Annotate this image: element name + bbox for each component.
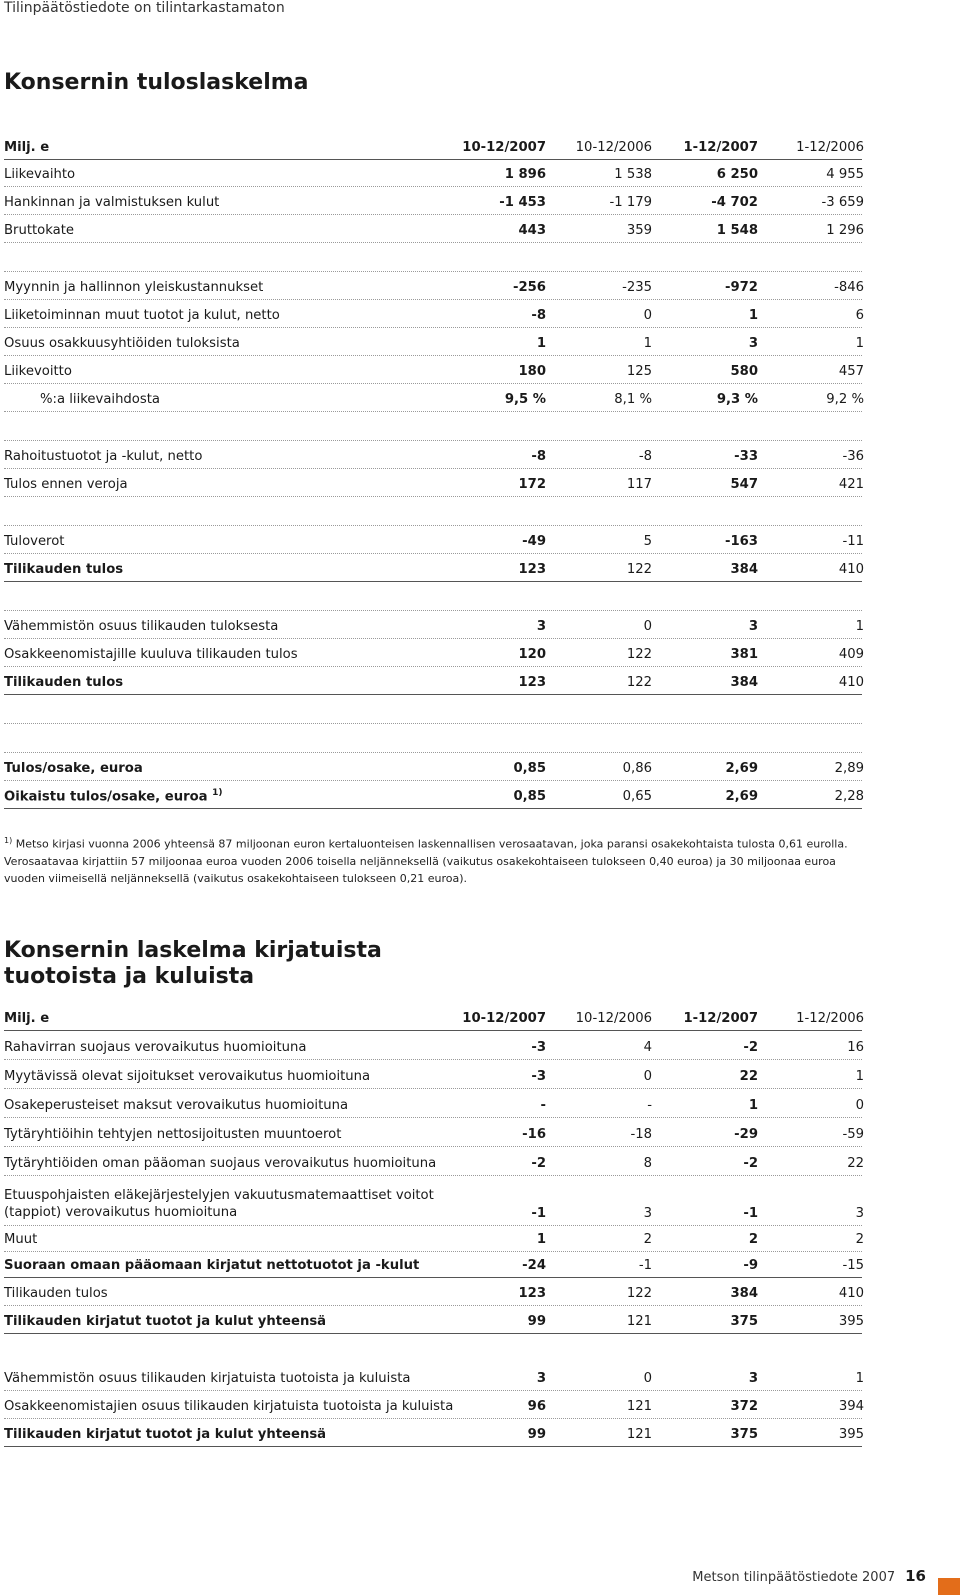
cell-value: 2 bbox=[643, 1232, 652, 1247]
col-header-label: Milj. e bbox=[4, 140, 50, 155]
row-label: Liikevoitto bbox=[4, 364, 72, 379]
divider bbox=[4, 752, 862, 753]
table-header-row bbox=[4, 1004, 862, 1031]
cell-value: 16 bbox=[847, 1040, 864, 1055]
cell-value: 120 bbox=[518, 647, 546, 662]
cell-value: -24 bbox=[522, 1258, 546, 1273]
cell-value: 384 bbox=[730, 675, 758, 690]
cell-value: 1 bbox=[855, 336, 864, 351]
row-label: Tilikauden kirjatut tuotot ja kulut yhteensä bbox=[4, 1314, 327, 1329]
cell-value: 3 bbox=[748, 336, 758, 351]
cell-value: 121 bbox=[626, 1427, 652, 1442]
cell-value: 1 bbox=[855, 1371, 864, 1386]
row-label: Rahoitustuotot ja -kulut, netto bbox=[4, 449, 203, 464]
cell-value: 172 bbox=[518, 477, 546, 492]
table-row bbox=[4, 1120, 862, 1147]
footnote-text: Metso kirjasi vuonna 2006 yhteensä 87 miljoonan euron kertaluonteisen laskennallisen verosaatavan, joka paransi osakekohtaista tulosta 0,61 eurolla. Verosaatavaa kirjattiin 57 miljoonaa euroa vuoden 2006 toisella neljänneksellä (vaikutus osakekohtaiseen tulokseen 0,40 euroa) ja 30 miljoonaa euroa vuoden viimeisellä neljänneksellä (vaikutus osakekohtaiseen tulokseen 0,21 euroa). bbox=[4, 837, 848, 885]
cell-value: 123 bbox=[518, 675, 546, 690]
cell-value: 117 bbox=[626, 477, 652, 492]
cell-value: 2 bbox=[748, 1232, 758, 1247]
cell-value: 1 bbox=[855, 1069, 864, 1084]
cell-value: -1 bbox=[743, 1206, 758, 1221]
row-label: Tilikauden kirjatut tuotot ja kulut yhteensä bbox=[4, 1427, 327, 1442]
cell-value: 3 bbox=[748, 1371, 758, 1386]
title-line-2: tuotoista ja kuluista bbox=[4, 964, 255, 989]
table-row-total bbox=[4, 555, 862, 582]
table-row-total bbox=[4, 1420, 862, 1447]
cell-value: -1 179 bbox=[609, 195, 652, 210]
cell-value: 8,1 % bbox=[614, 392, 652, 407]
row-label: Tilikauden tulos bbox=[4, 675, 124, 690]
cell-value: 4 bbox=[643, 1040, 652, 1055]
cell-value: 122 bbox=[626, 562, 652, 577]
cell-value: 3 bbox=[536, 619, 546, 634]
row-label: Myynnin ja hallinnon yleiskustannukset bbox=[4, 280, 264, 295]
row-label: Myytävissä olevat sijoitukset verovaikutus huomioituna bbox=[4, 1069, 371, 1084]
cell-value: 0,86 bbox=[622, 761, 652, 776]
cell-value: 9,5 % bbox=[504, 392, 546, 407]
cell-value: 1 bbox=[536, 1232, 546, 1247]
cell-value: 580 bbox=[730, 364, 758, 379]
cell-value: 375 bbox=[730, 1427, 758, 1442]
table-header-row bbox=[4, 133, 862, 160]
cell-value: 96 bbox=[527, 1399, 546, 1414]
cell-value: -8 bbox=[531, 449, 546, 464]
cell-value: 9,2 % bbox=[826, 392, 864, 407]
cell-value: 0,65 bbox=[622, 789, 652, 804]
table-row bbox=[4, 329, 862, 356]
col-header-fy-2007: 1-12/2007 bbox=[683, 140, 758, 155]
cell-value: 3 bbox=[536, 1371, 546, 1386]
cell-value: -2 bbox=[743, 1040, 758, 1055]
table-row bbox=[4, 1279, 862, 1306]
cell-value: -9 bbox=[743, 1258, 758, 1273]
section-title-income-statement: Konsernin tuloslaskelma bbox=[4, 70, 309, 95]
row-label: Oikaistu tulos/osake, euroa $^{1)}$ bbox=[4, 787, 223, 804]
row-label: Liikevaihto bbox=[4, 167, 76, 182]
cell-value: -256 bbox=[512, 280, 546, 295]
cell-value: 2,69 bbox=[725, 789, 758, 804]
cell-value: 122 bbox=[626, 1286, 652, 1301]
cell-value: -18 bbox=[630, 1127, 652, 1142]
cell-value: -15 bbox=[842, 1258, 864, 1273]
table-row bbox=[4, 273, 862, 300]
accent-bar bbox=[938, 1578, 960, 1595]
cell-value: 409 bbox=[838, 647, 864, 662]
cell-value: -846 bbox=[834, 280, 864, 295]
row-label: Tytäryhtiöiden oman pääoman suojaus verovaikutus huomioituna bbox=[4, 1156, 437, 1171]
cell-value: 410 bbox=[838, 562, 864, 577]
cell-value: -163 bbox=[724, 534, 758, 549]
cell-value: 0,85 bbox=[513, 789, 546, 804]
row-label: Hankinnan ja valmistuksen kulut bbox=[4, 195, 220, 210]
cell-value: 99 bbox=[527, 1427, 546, 1442]
cell-value: 1 296 bbox=[826, 223, 864, 238]
cell-value: 6 250 bbox=[716, 167, 758, 182]
cell-value: 123 bbox=[518, 1286, 546, 1301]
cell-value: 2,89 bbox=[834, 761, 864, 776]
footnote bbox=[4, 832, 862, 887]
row-label: Tulos ennen veroja bbox=[4, 477, 128, 492]
cell-value: -3 659 bbox=[821, 195, 864, 210]
cell-value: - bbox=[540, 1098, 546, 1113]
row-label: Muut bbox=[4, 1232, 38, 1247]
cell-value: 125 bbox=[626, 364, 652, 379]
table-row bbox=[4, 470, 862, 497]
cell-value: 394 bbox=[838, 1399, 864, 1414]
cell-value: 384 bbox=[730, 1286, 758, 1301]
cell-value: 1 bbox=[643, 336, 652, 351]
row-label: Osuus osakkuusyhtiöiden tuloksista bbox=[4, 336, 240, 351]
cell-value: 1 bbox=[536, 336, 546, 351]
table-row bbox=[4, 1392, 862, 1419]
cell-value: 8 bbox=[643, 1156, 652, 1171]
cell-value: 121 bbox=[626, 1399, 652, 1414]
divider bbox=[4, 723, 862, 724]
cell-value: 180 bbox=[518, 364, 546, 379]
cell-value: -4 702 bbox=[711, 195, 758, 210]
cell-value: 1 548 bbox=[716, 223, 758, 238]
cell-value: - bbox=[647, 1098, 652, 1113]
cell-value: -33 bbox=[734, 449, 758, 464]
footnote-mark: 1) bbox=[4, 836, 13, 845]
cell-value: -29 bbox=[734, 1127, 758, 1142]
cell-value: 1 bbox=[748, 1098, 758, 1113]
table-row bbox=[4, 188, 862, 215]
document-header: Tilinpäätöstiedote on tilintarkastamaton bbox=[4, 0, 285, 16]
row-label: Tytäryhtiöihin tehtyjen nettosijoitusten muuntoerot bbox=[4, 1127, 342, 1142]
cell-value: 123 bbox=[518, 562, 546, 577]
table-row bbox=[4, 1149, 862, 1176]
cell-value: 372 bbox=[730, 1399, 758, 1414]
row-label: Liiketoiminnan muut tuotot ja kulut, netto bbox=[4, 308, 280, 323]
cell-value: 3 bbox=[855, 1206, 864, 1221]
divider bbox=[4, 440, 862, 441]
row-label: Vähemmistön osuus tilikauden tuloksesta bbox=[4, 619, 279, 634]
table-row-eps bbox=[4, 754, 862, 781]
row-label: Rahavirran suojaus verovaikutus huomioituna bbox=[4, 1040, 307, 1055]
cell-value: 547 bbox=[730, 477, 758, 492]
cell-value: -1 453 bbox=[499, 195, 546, 210]
row-label: Osakkeenomistajille kuuluva tilikauden tulos bbox=[4, 647, 298, 662]
cell-value: 0 bbox=[855, 1098, 864, 1113]
cell-value: -1 bbox=[531, 1206, 546, 1221]
row-label: Tuloverot bbox=[4, 534, 65, 549]
cell-value: 0 bbox=[643, 619, 652, 634]
cell-value: 2 bbox=[855, 1232, 864, 1247]
cell-value: -11 bbox=[842, 534, 864, 549]
page-number: 16 bbox=[905, 1567, 926, 1585]
footnote-ref: 1) bbox=[212, 787, 223, 798]
col-header-fy-2006: 1-12/2006 bbox=[796, 140, 864, 155]
cell-value: 0 bbox=[643, 308, 652, 323]
cell-value: 121 bbox=[626, 1314, 652, 1329]
cell-value: 5 bbox=[643, 534, 652, 549]
divider bbox=[4, 271, 862, 272]
row-label: Tilikauden tulos bbox=[4, 1286, 108, 1301]
cell-value: 99 bbox=[527, 1314, 546, 1329]
cell-value: -972 bbox=[724, 280, 758, 295]
cell-value: -1 bbox=[638, 1258, 652, 1273]
cell-value: 395 bbox=[838, 1427, 864, 1442]
cell-value: 410 bbox=[838, 675, 864, 690]
cell-value: -49 bbox=[522, 534, 546, 549]
cell-value: 0,85 bbox=[513, 761, 546, 776]
row-label: Osakeperusteiset maksut verovaikutus huomioituna bbox=[4, 1098, 349, 1113]
col-header-fy-2007: 1-12/2007 bbox=[683, 1011, 758, 1026]
section-title-recognized-income bbox=[4, 938, 504, 990]
table-row bbox=[4, 612, 862, 639]
col-header-label: Milj. e bbox=[4, 1011, 50, 1026]
col-header-q4-2006: 10-12/2006 bbox=[575, 140, 652, 155]
cell-value: 1 896 bbox=[504, 167, 546, 182]
table-row bbox=[4, 385, 862, 412]
cell-value: -59 bbox=[842, 1127, 864, 1142]
table-row bbox=[4, 1091, 862, 1118]
table-row bbox=[4, 301, 862, 328]
table-row bbox=[4, 1033, 862, 1060]
cell-value: -3 bbox=[531, 1069, 546, 1084]
cell-value: 457 bbox=[838, 364, 864, 379]
cell-value: 375 bbox=[730, 1314, 758, 1329]
cell-value: -235 bbox=[622, 280, 652, 295]
row-label: Tilikauden tulos bbox=[4, 562, 124, 577]
cell-value: 3 bbox=[748, 619, 758, 634]
col-header-fy-2006: 1-12/2006 bbox=[796, 1011, 864, 1026]
cell-value: 381 bbox=[730, 647, 758, 662]
cell-value: -2 bbox=[531, 1156, 546, 1171]
divider bbox=[4, 610, 862, 611]
table-row bbox=[4, 1225, 862, 1252]
col-header-q4-2007: 10-12/2007 bbox=[462, 1011, 546, 1026]
cell-value: 6 bbox=[855, 308, 864, 323]
title-line-1: Konsernin laskelma kirjatuista bbox=[4, 938, 382, 963]
cell-value: -8 bbox=[638, 449, 652, 464]
cell-value: -3 bbox=[531, 1040, 546, 1055]
cell-value: 1 bbox=[748, 308, 758, 323]
table-row bbox=[4, 527, 862, 554]
cell-value: 443 bbox=[518, 223, 546, 238]
table-row-eps-adjusted bbox=[4, 782, 862, 809]
cell-value: 122 bbox=[626, 647, 652, 662]
cell-value: -36 bbox=[842, 449, 864, 464]
cell-value: 359 bbox=[626, 223, 652, 238]
cell-value: 1 538 bbox=[614, 167, 652, 182]
table-row bbox=[4, 1364, 862, 1391]
cell-value: 2,69 bbox=[725, 761, 758, 776]
cell-value: 384 bbox=[730, 562, 758, 577]
footer-text: Metson tilinpäätöstiedote 2007 bbox=[692, 1570, 896, 1585]
row-label: Suoraan omaan pääomaan kirjatut nettotuotot ja -kulut bbox=[4, 1258, 420, 1273]
cell-value: -8 bbox=[531, 308, 546, 323]
cell-value: 4 955 bbox=[826, 167, 864, 182]
table-row-total bbox=[4, 1307, 862, 1334]
cell-value: 122 bbox=[626, 675, 652, 690]
cell-value: 0 bbox=[643, 1371, 652, 1386]
cell-value: -16 bbox=[522, 1127, 546, 1142]
cell-value: -2 bbox=[743, 1156, 758, 1171]
row-label: Osakkeenomistajien osuus tilikauden kirjatuista tuotoista ja kuluista bbox=[4, 1399, 454, 1414]
divider bbox=[4, 525, 862, 526]
cell-value: 1 bbox=[855, 619, 864, 634]
table-row bbox=[4, 160, 862, 187]
table-row bbox=[4, 357, 862, 384]
cell-value: 22 bbox=[847, 1156, 864, 1171]
table-row bbox=[4, 1062, 862, 1089]
row-label: Etuuspohjaisten eläkejärjestelyjen vakuutusmatemaattiset voitot (tappiot) verovaikutus huomioituna bbox=[4, 1188, 434, 1220]
page-footer bbox=[692, 1567, 926, 1585]
table-row-total bbox=[4, 1251, 862, 1278]
cell-value: 421 bbox=[838, 477, 864, 492]
cell-value: 395 bbox=[838, 1314, 864, 1329]
cell-value: 22 bbox=[739, 1069, 758, 1084]
col-header-q4-2006: 10-12/2006 bbox=[575, 1011, 652, 1026]
row-label: Tulos/osake, euroa bbox=[4, 761, 143, 776]
row-label: %:a liikevaihdosta bbox=[40, 392, 160, 407]
table-row bbox=[4, 1183, 862, 1226]
col-header-q4-2007: 10-12/2007 bbox=[462, 140, 546, 155]
table-row-total bbox=[4, 668, 862, 695]
row-label: Bruttokate bbox=[4, 223, 75, 238]
cell-value: 3 bbox=[643, 1206, 652, 1221]
table-row bbox=[4, 216, 862, 243]
cell-value: 0 bbox=[643, 1069, 652, 1084]
cell-value: 9,3 % bbox=[716, 392, 758, 407]
row-label: Vähemmistön osuus tilikauden kirjatuista tuotoista ja kuluista bbox=[4, 1371, 411, 1386]
table-row bbox=[4, 442, 862, 469]
cell-value: 410 bbox=[838, 1286, 864, 1301]
table-row bbox=[4, 640, 862, 667]
cell-value: 2,28 bbox=[834, 789, 864, 804]
